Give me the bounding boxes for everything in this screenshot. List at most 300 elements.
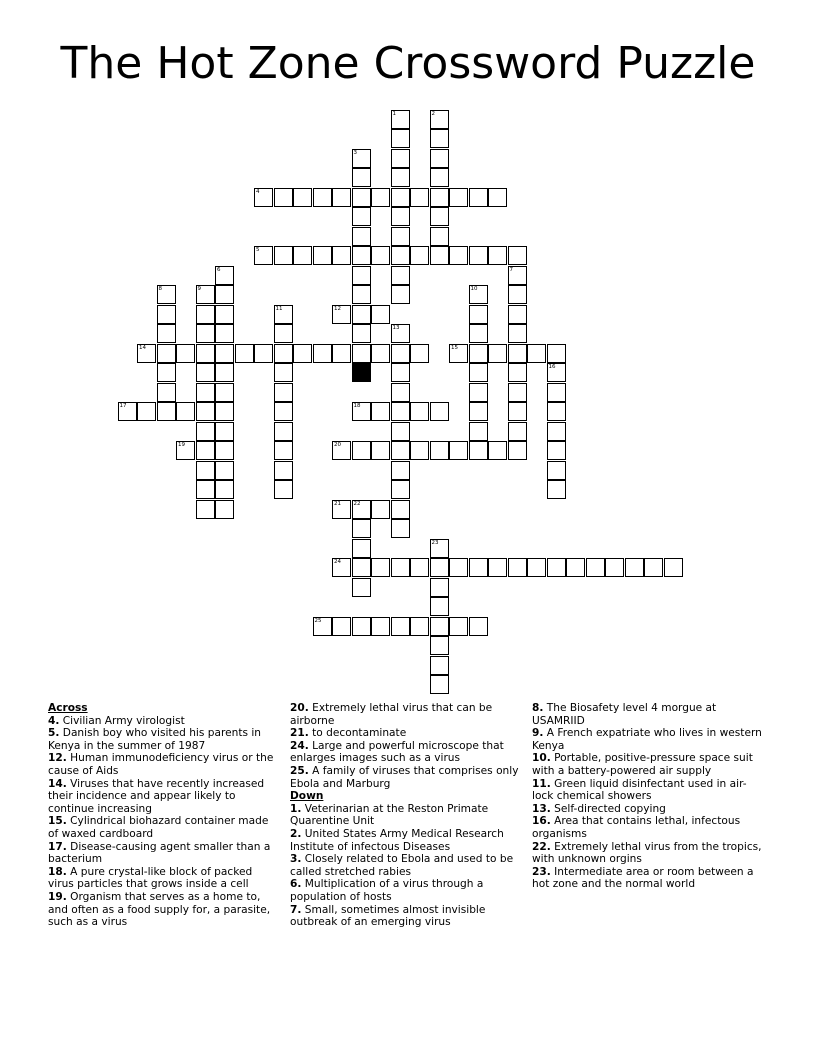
grid-cell[interactable] — [332, 305, 351, 324]
across-clue — [48, 778, 274, 816]
grid-cell[interactable] — [274, 480, 293, 499]
grid-cell[interactable] — [430, 617, 449, 636]
clue-number: 3 — [353, 149, 357, 156]
grid-cell[interactable] — [157, 285, 176, 304]
clue-text: Extremely lethal virus from the tropics, with unknown orgins — [532, 840, 762, 866]
grid-cell[interactable] — [410, 344, 429, 363]
grid-cell[interactable] — [391, 363, 410, 382]
grid-cell[interactable] — [449, 188, 468, 207]
across-clue — [290, 727, 524, 740]
grid-cell[interactable] — [391, 324, 410, 343]
across-heading: Across — [48, 702, 88, 714]
clue-number: 8 — [158, 286, 162, 292]
clue-number: 18. — [48, 865, 67, 878]
across-clue — [48, 815, 274, 840]
grid-cell[interactable] — [469, 344, 488, 363]
grid-cell[interactable] — [469, 422, 488, 441]
grid-cell[interactable] — [469, 617, 488, 636]
grid-cell[interactable] — [430, 441, 449, 460]
grid-cell[interactable] — [391, 461, 410, 480]
clue-text: Area that contains lethal, infectous organisms — [532, 815, 741, 840]
grid-cell[interactable] — [352, 617, 371, 636]
clue-number: 21 — [334, 500, 341, 507]
across-clue — [48, 841, 274, 866]
across-clue — [48, 891, 274, 929]
grid-cell[interactable] — [430, 227, 449, 246]
across-clue — [48, 752, 274, 777]
clue-number: 7. — [290, 903, 302, 916]
grid-cell[interactable] — [157, 402, 176, 421]
grid-cell[interactable] — [313, 344, 332, 363]
grid-cell[interactable] — [196, 344, 215, 363]
grid-cell[interactable] — [391, 558, 410, 577]
clue-text: Portable, positive-pressure space suit with a battery-powered air supply — [532, 752, 753, 777]
clue-number: 22 — [353, 500, 361, 507]
grid-cell[interactable] — [391, 168, 410, 187]
grid-cell[interactable] — [352, 344, 371, 363]
across-clue — [290, 740, 524, 765]
grid-cell[interactable] — [371, 188, 390, 207]
grid-cell[interactable] — [488, 188, 507, 207]
grid-cell[interactable] — [508, 558, 527, 577]
grid-cell[interactable] — [547, 441, 566, 460]
grid-cell[interactable] — [313, 188, 332, 207]
clue-text: United States Army Medical Research Institute of infectous Diseases — [290, 827, 504, 853]
grid-cell[interactable] — [215, 285, 234, 304]
grid-cell[interactable] — [371, 344, 390, 363]
grid-cell[interactable] — [196, 480, 215, 499]
grid-cell[interactable] — [352, 188, 371, 207]
grid-cell[interactable] — [196, 461, 215, 480]
grid-cell[interactable] — [371, 441, 390, 460]
grid-cell[interactable] — [332, 188, 351, 207]
clue-number: 22. — [532, 840, 551, 853]
clue-text: to decontaminate — [312, 727, 407, 740]
grid-cell[interactable] — [371, 246, 390, 265]
grid-cell[interactable] — [215, 402, 234, 421]
grid-cell[interactable] — [430, 168, 449, 187]
grid-cell[interactable] — [254, 188, 273, 207]
grid-cell[interactable] — [469, 188, 488, 207]
clue-number: 20 — [334, 442, 341, 448]
grid-cell[interactable] — [430, 597, 449, 616]
grid-cell[interactable] — [410, 441, 429, 460]
clue-number: 21. — [290, 727, 309, 740]
grid-cell[interactable] — [352, 539, 371, 558]
clue-number: 12 — [334, 305, 341, 312]
page-title: The Hot Zone Crossword Puzzle — [60, 38, 756, 89]
grid-cell[interactable] — [391, 227, 410, 246]
clue-number: 18 — [353, 403, 361, 409]
grid-cell[interactable] — [176, 344, 195, 363]
grid-cell[interactable] — [118, 402, 137, 421]
grid-cell[interactable] — [274, 461, 293, 480]
grid-cell[interactable] — [410, 558, 429, 577]
grid-cell[interactable] — [196, 441, 215, 460]
grid-cell[interactable] — [469, 363, 488, 382]
clues-column-3 — [532, 702, 764, 891]
clue-text: Green liquid disinfectant used in air-lock chemical showers — [532, 777, 747, 803]
clues-column-1 — [48, 702, 274, 929]
grid-cell[interactable] — [137, 402, 156, 421]
grid-cell[interactable] — [508, 441, 527, 460]
down-clue — [532, 778, 764, 803]
grid-cell[interactable] — [332, 246, 351, 265]
grid-cell[interactable] — [391, 383, 410, 402]
grid-cell[interactable] — [274, 344, 293, 363]
grid-cell[interactable] — [196, 422, 215, 441]
clue-number: 6. — [290, 878, 302, 891]
clue-text: Intermediate area or room between a hot zone and the normal world — [532, 865, 754, 891]
grid-cell[interactable] — [410, 617, 429, 636]
clue-number: 2 — [431, 110, 435, 117]
clue-text: The Biosafety level 4 morgue at USAMRIID — [532, 702, 717, 727]
grid-cell[interactable] — [391, 188, 410, 207]
grid-cell[interactable] — [371, 402, 390, 421]
clue-number: 24. — [290, 739, 309, 752]
grid-cell[interactable] — [215, 500, 234, 519]
grid-cell[interactable] — [430, 246, 449, 265]
grid-cell[interactable] — [352, 227, 371, 246]
grid-cell[interactable] — [508, 324, 527, 343]
clue-number: 5 — [256, 247, 260, 253]
grid-cell[interactable] — [547, 480, 566, 499]
grid-cell[interactable] — [352, 324, 371, 343]
grid-cell[interactable] — [410, 246, 429, 265]
clue-number: 23 — [431, 539, 439, 546]
grid-cell[interactable] — [430, 129, 449, 148]
grid-cell[interactable] — [196, 324, 215, 343]
clue-text: Danish boy who visited his parents in Kenya in the summer of 1987 — [48, 727, 262, 752]
grid-cell[interactable] — [391, 402, 410, 421]
grid-cell[interactable] — [566, 558, 585, 577]
clue-text: A pure crystal-like block of packed virus particles that grows inside a cell — [48, 865, 253, 891]
grid-cell[interactable] — [391, 149, 410, 168]
grid-cell[interactable] — [274, 188, 293, 207]
grid-cell[interactable] — [469, 383, 488, 402]
grid-cell[interactable] — [352, 246, 371, 265]
grid-cell[interactable] — [352, 558, 371, 577]
grid-cell[interactable] — [430, 578, 449, 597]
grid-cell[interactable] — [157, 344, 176, 363]
clue-number: 16. — [532, 815, 551, 828]
down-clue — [532, 866, 764, 891]
across-clue — [48, 715, 274, 728]
grid-cell[interactable] — [352, 285, 371, 304]
grid-cell[interactable] — [430, 675, 449, 694]
clue-text: Disease-causing agent smaller than a bacterium — [48, 840, 271, 866]
down-clue — [290, 878, 524, 903]
grid-cell[interactable] — [449, 246, 468, 265]
clue-number: 19 — [178, 442, 185, 448]
grid-cell[interactable] — [430, 636, 449, 655]
clue-number: 2. — [290, 827, 302, 840]
clue-number: 20. — [290, 702, 309, 714]
clue-text: Small, sometimes almost invisible outbreak of an emerging virus — [290, 903, 486, 929]
down-clue — [290, 904, 524, 929]
grid-cell[interactable] — [332, 558, 351, 577]
down-clue — [532, 815, 764, 840]
grid-cell[interactable] — [391, 246, 410, 265]
grid-cell[interactable] — [352, 168, 371, 187]
black-cell — [352, 363, 371, 382]
grid-cell[interactable] — [274, 441, 293, 460]
grid-cell[interactable] — [274, 383, 293, 402]
grid-cell[interactable] — [293, 246, 312, 265]
grid-cell[interactable] — [527, 344, 546, 363]
grid-cell[interactable] — [176, 441, 195, 460]
grid-cell[interactable] — [196, 402, 215, 421]
grid-cell[interactable] — [235, 344, 254, 363]
grid-cell[interactable] — [430, 149, 449, 168]
grid-cell[interactable] — [215, 363, 234, 382]
grid-cell[interactable] — [469, 441, 488, 460]
grid-cell[interactable] — [391, 344, 410, 363]
grid-cell[interactable] — [488, 344, 507, 363]
grid-cell[interactable] — [215, 266, 234, 285]
clue-text: A family of viruses that comprises only Ebola and Marburg — [290, 764, 519, 790]
grid-cell[interactable] — [352, 519, 371, 538]
grid-cell[interactable] — [508, 422, 527, 441]
grid-cell[interactable] — [508, 305, 527, 324]
clue-text: Human immunodeficiency virus or the cause of Aids — [48, 752, 274, 777]
clue-number: 10 — [470, 286, 478, 292]
grid-cell[interactable] — [157, 324, 176, 343]
grid-cell[interactable] — [254, 246, 273, 265]
grid-cell[interactable] — [508, 344, 527, 363]
grid-cell[interactable] — [449, 558, 468, 577]
grid-cell[interactable] — [157, 363, 176, 382]
grid-cell[interactable] — [371, 558, 390, 577]
grid-cell[interactable] — [391, 129, 410, 148]
clue-number: 11. — [532, 777, 551, 790]
clue-number: 11 — [275, 305, 283, 312]
grid-cell[interactable] — [215, 324, 234, 343]
grid-cell[interactable] — [352, 149, 371, 168]
grid-cell[interactable] — [391, 519, 410, 538]
grid-cell[interactable] — [430, 539, 449, 558]
clue-number: 17 — [119, 403, 127, 409]
clue-number: 16 — [548, 364, 556, 370]
grid-cell[interactable] — [430, 558, 449, 577]
grid-cell[interactable] — [215, 461, 234, 480]
clue-text: Civilian Army virologist — [62, 714, 185, 727]
grid-cell[interactable] — [215, 422, 234, 441]
grid-cell[interactable] — [254, 344, 273, 363]
grid-cell[interactable] — [430, 188, 449, 207]
grid-cell[interactable] — [391, 207, 410, 226]
clue-number: 19. — [48, 890, 67, 903]
grid-cell[interactable] — [449, 617, 468, 636]
grid-cell[interactable] — [332, 344, 351, 363]
grid-cell[interactable] — [391, 480, 410, 499]
grid-cell[interactable] — [274, 422, 293, 441]
grid-cell[interactable] — [352, 441, 371, 460]
grid-cell[interactable] — [547, 461, 566, 480]
grid-cell[interactable] — [527, 558, 546, 577]
clue-number: 25 — [314, 617, 322, 624]
grid-cell[interactable] — [449, 441, 468, 460]
grid-cell[interactable] — [644, 558, 663, 577]
grid-cell[interactable] — [391, 500, 410, 519]
grid-cell[interactable] — [215, 480, 234, 499]
clue-number: 24 — [334, 559, 341, 565]
grid-cell[interactable] — [391, 285, 410, 304]
grid-cell[interactable] — [196, 285, 215, 304]
grid-cell[interactable] — [293, 188, 312, 207]
down-clue — [532, 727, 764, 752]
grid-cell[interactable] — [391, 266, 410, 285]
grid-cell[interactable] — [391, 422, 410, 441]
grid-cell[interactable] — [488, 558, 507, 577]
across-clue — [48, 866, 274, 891]
clue-number: 13 — [392, 325, 400, 331]
clue-text: Veterinarian at the Reston Primate Quarentine Unit — [290, 802, 489, 828]
grid-cell[interactable] — [274, 324, 293, 343]
grid-cell[interactable] — [352, 305, 371, 324]
clue-number: 17. — [48, 840, 67, 853]
down-clue — [532, 803, 764, 816]
grid-cell[interactable] — [352, 402, 371, 421]
clue-number: 10. — [532, 752, 551, 765]
grid-cell[interactable] — [332, 617, 351, 636]
clue-text: A French expatriate who lives in western Kenya — [532, 727, 762, 752]
grid-cell[interactable] — [547, 558, 566, 577]
grid-cell[interactable] — [313, 617, 332, 636]
grid-cell[interactable] — [196, 363, 215, 382]
clue-number: 3. — [290, 853, 302, 866]
clue-number: 4. — [48, 714, 60, 727]
grid-cell[interactable] — [352, 578, 371, 597]
grid-cell[interactable] — [488, 441, 507, 460]
grid-cell[interactable] — [157, 305, 176, 324]
down-clue — [532, 702, 764, 727]
grid-cell[interactable] — [274, 305, 293, 324]
grid-cell[interactable] — [371, 500, 390, 519]
grid-cell[interactable] — [410, 402, 429, 421]
clue-number: 15. — [48, 815, 67, 828]
clue-number: 1 — [392, 110, 396, 117]
grid-cell[interactable] — [508, 363, 527, 382]
grid-cell[interactable] — [215, 441, 234, 460]
grid-cell[interactable] — [430, 207, 449, 226]
grid-cell[interactable] — [469, 402, 488, 421]
grid-cell[interactable] — [137, 344, 156, 363]
grid-cell[interactable] — [371, 305, 390, 324]
across-clue — [290, 765, 524, 790]
grid-cell[interactable] — [547, 363, 566, 382]
grid-cell[interactable] — [215, 344, 234, 363]
grid-cell[interactable] — [196, 383, 215, 402]
grid-cell[interactable] — [371, 617, 390, 636]
grid-cell[interactable] — [176, 402, 195, 421]
clue-text: Organism that serves as a home to, and often as a food supply for, a parasite, such as a virus — [48, 890, 271, 929]
clue-number: 14. — [48, 777, 67, 790]
grid-cell[interactable] — [488, 246, 507, 265]
down-heading: Down — [290, 790, 324, 803]
grid-cell[interactable] — [469, 324, 488, 343]
grid-cell[interactable] — [391, 441, 410, 460]
grid-cell[interactable] — [664, 558, 683, 577]
grid-cell[interactable] — [625, 558, 644, 577]
grid-cell[interactable] — [508, 383, 527, 402]
grid-cell[interactable] — [157, 383, 176, 402]
grid-cell[interactable] — [332, 500, 351, 519]
clue-number: 9 — [197, 286, 201, 292]
down-clue — [290, 853, 524, 878]
grid-cell[interactable] — [332, 441, 351, 460]
grid-cell[interactable] — [469, 246, 488, 265]
down-clue — [532, 841, 764, 866]
clue-number: 13. — [532, 802, 551, 815]
down-clue — [290, 803, 524, 828]
clue-number: 14 — [139, 344, 146, 351]
grid-cell[interactable] — [430, 110, 449, 129]
clue-number: 6 — [217, 266, 221, 273]
down-clue — [290, 828, 524, 853]
grid-cell[interactable] — [547, 344, 566, 363]
clue-number: 4 — [256, 188, 260, 195]
clue-text: Closely related to Ebola and used to be called stretched rabies — [290, 853, 514, 878]
grid-cell[interactable] — [449, 344, 468, 363]
grid-cell[interactable] — [430, 402, 449, 421]
grid-cell[interactable] — [469, 305, 488, 324]
clue-text: Extremely lethal virus that can be airborne — [290, 702, 493, 727]
grid-cell[interactable] — [215, 305, 234, 324]
grid-cell[interactable] — [508, 402, 527, 421]
grid-cell[interactable] — [391, 110, 410, 129]
clue-number: 5. — [48, 727, 60, 740]
grid-cell[interactable] — [410, 188, 429, 207]
clue-text: Self-directed copying — [554, 802, 666, 815]
down-clue — [532, 752, 764, 777]
across-clue — [290, 702, 524, 727]
clue-text: Cylindrical biohazard container made of waxed cardboard — [48, 815, 269, 840]
grid-cell[interactable] — [605, 558, 624, 577]
grid-cell[interactable] — [352, 500, 371, 519]
grid-cell[interactable] — [274, 402, 293, 421]
clue-text: Viruses that have recently increased their incidence and appear likely to continue increasing — [48, 777, 265, 815]
grid-cell[interactable] — [469, 558, 488, 577]
grid-cell[interactable] — [352, 207, 371, 226]
grid-cell[interactable] — [508, 246, 527, 265]
clue-number: 12. — [48, 752, 67, 765]
grid-cell[interactable] — [215, 383, 234, 402]
grid-cell[interactable] — [586, 558, 605, 577]
grid-cell[interactable] — [508, 266, 527, 285]
grid-cell[interactable] — [352, 266, 371, 285]
grid-cell[interactable] — [196, 500, 215, 519]
grid-cell[interactable] — [274, 246, 293, 265]
grid-cell[interactable] — [547, 422, 566, 441]
grid-cell[interactable] — [196, 305, 215, 324]
clue-number: 7 — [509, 266, 513, 273]
clue-text: Large and powerful microscope that enlarges images such as a virus — [290, 739, 504, 765]
clues-column-2 — [290, 702, 524, 929]
grid-cell[interactable] — [313, 246, 332, 265]
grid-cell[interactable] — [547, 383, 566, 402]
clue-number: 8. — [532, 702, 544, 714]
grid-cell[interactable] — [274, 363, 293, 382]
grid-cell[interactable] — [430, 656, 449, 675]
grid-cell[interactable] — [547, 402, 566, 421]
grid-cell[interactable] — [469, 285, 488, 304]
grid-cell[interactable] — [391, 617, 410, 636]
clue-number: 9. — [532, 727, 544, 740]
grid-cell[interactable] — [508, 285, 527, 304]
clue-number: 25. — [290, 764, 309, 777]
grid-cell[interactable] — [293, 344, 312, 363]
